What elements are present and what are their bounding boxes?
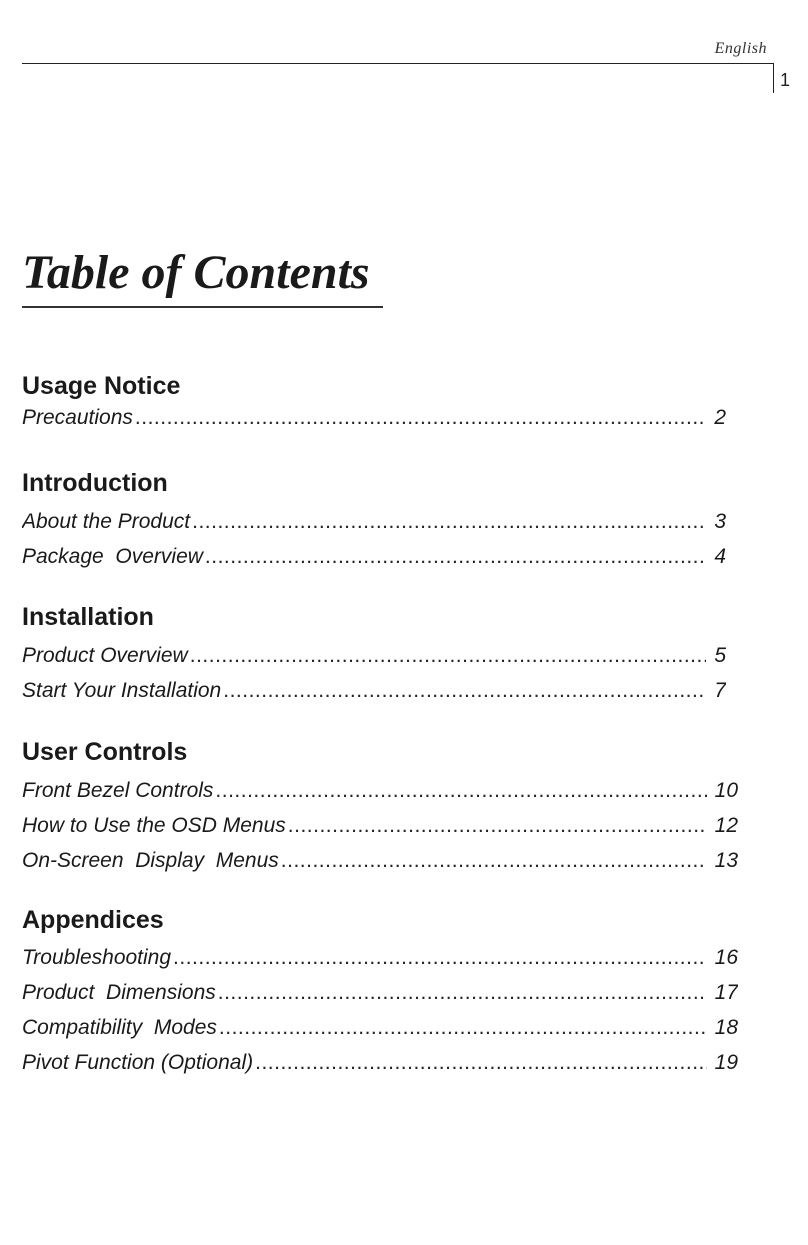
dot-leader (218, 980, 707, 1006)
toc-entry-page: 5 (714, 644, 726, 667)
toc-entry-label: Pivot Function (Optional) (22, 1051, 254, 1074)
toc-entry-page: 12 (714, 814, 738, 837)
section-heading-installation: Installation (22, 603, 154, 631)
page-number-tick (773, 63, 774, 93)
dot-leader (190, 643, 707, 669)
toc-entry-product-dimensions[interactable] (22, 980, 738, 1006)
toc-entry-label: Start Your Installation (22, 679, 222, 702)
section-heading-appendices: Appendices (22, 906, 164, 934)
dot-leader (192, 509, 706, 535)
toc-entry-page: 18 (714, 1016, 738, 1039)
toc-entry-front-bezel-controls[interactable] (22, 778, 738, 804)
toc-entry-product-overview[interactable] (22, 643, 726, 669)
toc-entry-label: About the Product (22, 510, 191, 533)
toc-entry-page: 19 (714, 1051, 738, 1074)
dot-leader (215, 778, 706, 804)
toc-entry-page: 7 (714, 679, 726, 702)
toc-entry-on-screen-display-menus[interactable] (22, 848, 738, 874)
title-underline (22, 306, 383, 308)
toc-entry-pivot-function[interactable] (22, 1050, 738, 1076)
toc-entry-how-to-use-osd-menus[interactable] (22, 813, 738, 839)
dot-leader (255, 1050, 707, 1076)
toc-entry-troubleshooting[interactable] (22, 945, 738, 971)
toc-entry-page: 2 (714, 406, 726, 429)
toc-entry-label: On-Screen Display Menus (22, 849, 279, 872)
toc-entry-label: Product Overview (22, 644, 188, 667)
toc-entry-precautions[interactable] (22, 405, 726, 431)
dot-leader (219, 1015, 707, 1041)
toc-entry-compatibility-modes[interactable] (22, 1015, 738, 1041)
header-language: English (714, 40, 767, 57)
page-title: Table of Contents (22, 246, 370, 299)
dot-leader (135, 405, 706, 431)
toc-entry-start-your-installation[interactable] (22, 678, 726, 704)
toc-entry-label: Package Overview (22, 545, 203, 568)
toc-entry-label: How to Use the OSD Menus (22, 814, 286, 837)
toc-entry-label: Precautions (22, 406, 133, 429)
toc-entry-page: 4 (714, 545, 726, 568)
dot-leader (173, 945, 707, 971)
dot-leader (223, 678, 706, 704)
toc-entry-page: 13 (714, 849, 738, 872)
toc-entry-label: Front Bezel Controls (22, 779, 214, 802)
toc-entry-about-the-product[interactable] (22, 509, 726, 535)
section-heading-introduction: Introduction (22, 469, 168, 497)
header-rule (22, 63, 774, 64)
toc-entry-package-overview[interactable] (22, 544, 726, 570)
page-number: 1 (780, 70, 791, 90)
toc-entry-label: Compatibility Modes (22, 1016, 217, 1039)
section-heading-usage-notice: Usage Notice (22, 372, 181, 400)
dot-leader (205, 544, 706, 570)
dot-leader (281, 848, 707, 874)
toc-entry-page: 17 (714, 981, 738, 1004)
toc-entry-page: 16 (714, 946, 738, 969)
toc-entry-label: Troubleshooting (22, 946, 172, 969)
section-heading-user-controls: User Controls (22, 738, 188, 766)
toc-entry-page: 3 (714, 510, 726, 533)
toc-entry-label: Product Dimensions (22, 981, 216, 1004)
toc-entry-page: 10 (714, 779, 738, 802)
dot-leader (288, 813, 707, 839)
